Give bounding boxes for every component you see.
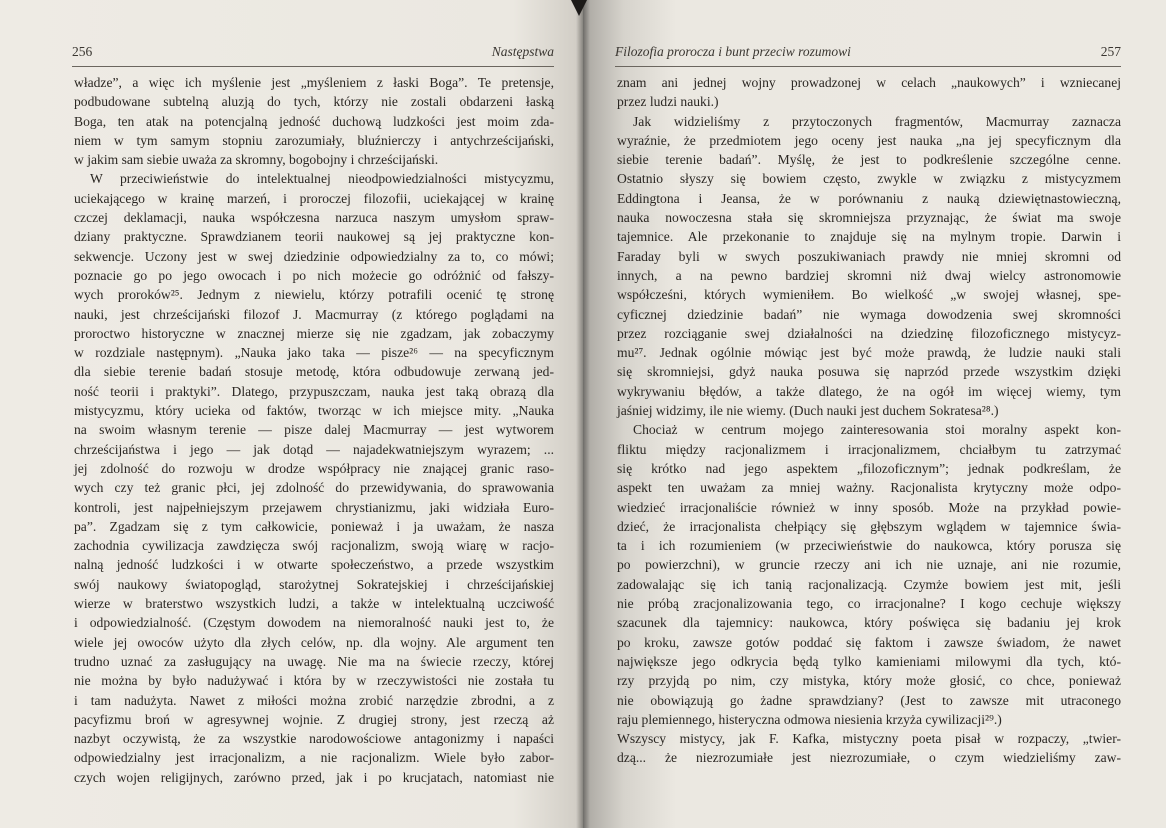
text-line: jaśniej widzimy, ile nie wiemy. (Duch nauki jest duchem Sokratesa²⁸.): [617, 403, 999, 419]
text-line: jej zdolność do rozwoju w drodze współpracy nie znającej granic raso-: [74, 460, 554, 476]
right-page-number: 257: [1100, 44, 1121, 59]
text-line: trudno uznać za zasługujący na uwagę. Nie ma na świecie rzeczy, której: [74, 653, 554, 669]
text-line: rzy przyjdą po nim, czy mistyka, który może głosić, co chce, ponieważ: [617, 673, 1121, 689]
text-line: i tam nadużyta. Nawet z miłości można zrobić narzędzie zbrodni, a z: [74, 692, 554, 708]
text-line: zadowalając się ich tanią racjonalizacją. Czymże bowiem jest mit, jeśli: [617, 576, 1121, 592]
text-line: nauka nowoczesna stała się skromniejsza przyznając, że świat ma swoje: [617, 210, 1121, 226]
text-line: raju plemiennego, histeryczna odmowa niesienia krzyża cywilizacji²⁹.): [617, 711, 1002, 727]
text-line: W przeciwieństwie do intelektualnej nieodpowiedzialności mistycyzmu,: [90, 171, 554, 187]
text-line: ność teorii i praktyki”. Dlatego, przypuszczam, nauka jest taką obrazą dla: [74, 383, 554, 399]
text-line: Chociaż w centrum mojego zainteresowania stoi moralny aspekt kon-: [633, 422, 1121, 438]
text-line: proroctwo historyczne w znacznej mierze się nie zgadzam, jak zobaczymy: [74, 325, 554, 341]
text-line: wierze w braterstwo wszystkich ludzi, a także w intelektualną uczciwość: [74, 596, 554, 612]
text-line: dla siebie terenie badań stosuje metodę, która odbudowuje zerwaną jed-: [74, 364, 554, 380]
text-line: ta i ich rozumieniem (w przeciwieństwie do naukowca, który porusza się: [617, 538, 1121, 554]
left-header-rule: [72, 66, 554, 67]
text-line: zachodnia cywilizacja zawdzięcza swój racjonalizm, swoją wiarę w racjo-: [74, 538, 554, 554]
text-line: aspekt ten uważam za mniej ważny. Racjonalista krytyczny może odpo-: [617, 480, 1121, 496]
text-line: i odpowiedzialność. (Częstym dowodem na niemoralność nauki jest to, że: [74, 615, 554, 631]
right-body-text: [617, 73, 1121, 768]
text-line: Eddingtona i Jeansa, że w porównaniu z nauką dziewiętnastowieczną,: [617, 190, 1121, 206]
text-line: nie można by było nadużywać i która by w rzeczywistości nie została tu: [74, 673, 554, 689]
text-line: nazbyt oczywistą, że za wszystkie narodowościowe antagonizmy i napaści: [74, 731, 554, 747]
text-line: poznacie go po jego owocach i po nich możecie go odróżnić od fałszy-: [74, 267, 554, 283]
text-line: swój naukowy światopogląd, starożytnej Sokratejskiej i chrześcijańskiej: [74, 576, 554, 592]
text-line: nalną jedność ludzkości i w otwarte społeczeństwo, a przede wszystkim: [74, 557, 554, 573]
text-line: mistycyzmu, który ucieka od faktów, tworząc w ich miejsce mity. „Nauka: [74, 403, 554, 419]
text-line: fliktu między racjonalizmem i irracjonalizmem, chciałbym tu zatrzymać: [617, 441, 1121, 457]
text-line: nie próbą zracjonalizowania tego, co irracjonalne? I kogo cechuje większy: [617, 596, 1121, 612]
text-line: Boga, ten atak na potencjalną jedność duchową ludzkości jest moim zda-: [74, 113, 554, 129]
text-line: pa”. Zgadzam się z tym całkowicie, ponieważ i ja uważam, że nasza: [74, 518, 554, 534]
right-running-head: Filozofia proroczа i bunt przeciw rozumowi: [615, 44, 851, 59]
text-line: niem w tym samym stopniu zarozumiały, bluźnierczy i antychrześcijański,: [74, 132, 554, 148]
text-line: czych wojen religijnych, zarówno przed, jak i po krucjatach, natomiast nie: [74, 769, 554, 785]
left-running-head: Następstwa: [491, 44, 554, 59]
text-line: uciekającego w krainę marzeń, i proroczej filozofii, uciekającej w krainę: [74, 190, 554, 206]
text-line: wiele jej owoców użyto dla złych celów, np. dla wojny. Ale argument ten: [74, 634, 554, 650]
text-line: cyficznej dziedzinie badań” nie wymaga dowodzenia swej skromności: [617, 306, 1121, 322]
text-line: na swoim własnym terenie — pisze dalej Macmurray — jest wytworem: [74, 422, 554, 438]
text-line: dzą... że niezrozumiałe jest niezrozumiałe, o czym wiedzieliśmy zaw-: [617, 750, 1121, 766]
text-line: wykrywaniu błędów, a także dlatego, że na ogół im więcej wiemy, tym: [617, 383, 1121, 399]
bookmark-ribbon: [571, 0, 587, 16]
text-line: znam ani jednej wojny prowadzonej w celach „naukowych” i wzniecanej: [617, 75, 1121, 90]
text-line: po kroku, zawsze gotów poddać się faktom i zawsze świadom, że nawet: [617, 634, 1121, 650]
text-line: Ostatnio słyszy się bowiem często, zwykle w związku z mistycyzmem: [617, 171, 1121, 187]
text-line: Jak widzieliśmy z przytoczonych fragmentów, Macmurray zaznacza: [633, 113, 1121, 129]
text-line: po powierzchni), w gruncie rzeczy ani ich nie uznaje, ani nie rozumie,: [617, 557, 1121, 573]
text-line: współcześni, których wymieniłem. Bo wielkość „w swojej własnej, spe-: [617, 287, 1121, 303]
text-line: w jakim sam siebie uważa za skromny, bogobojny i chrześcijański.: [74, 152, 439, 168]
right-header-rule: [615, 66, 1121, 67]
text-line: się skromniejsi, gdyż nauka posuwa się naprzód przede wszystkim dzięki: [617, 364, 1121, 380]
text-line: szacunek dla tajemnicy: naukowca, który poświęca się badaniu jej krok: [617, 615, 1121, 631]
book-gutter: [576, 0, 590, 828]
text-line: wiedzieć irracjonaliście również w inny sposób. Może na przykład powie-: [617, 499, 1121, 515]
text-line: wyraźnie, że przedmiotem jego oceny jest nauka „na jej specyficznym dla: [617, 132, 1121, 148]
right-page: [583, 0, 1166, 828]
text-line: się krótko nad jego aspektem „filozoficznym”; jednak podkreślam, że: [617, 460, 1121, 476]
text-line: dzieć, że irracjonalista chełpiący się głębszym wglądem w tajemnice świa-: [617, 518, 1121, 534]
text-line: nie obowiązują go żadne sprawdziany? (Jest to zawsze mit utraconego: [617, 692, 1121, 708]
text-line: największe jego odkrycia będą tylko kamieniami milowymi dla tych, któ-: [617, 653, 1121, 669]
text-line: innych, a na pewno bardziej skromni niż dwaj wielcy astronomowie: [617, 267, 1121, 283]
text-line: nauki, jest chrześcijański filozof J. Macmurray (z którego poglądami na: [74, 306, 554, 322]
text-line: pacyfizmu broń w agresywnej wojnie. Z drugiej strony, jest rzeczą aż: [74, 711, 554, 727]
text-line: władze”, a więc ich myślenie jest „myśleniem z łaski Boga”. Te pretensje,: [74, 75, 554, 90]
text-line: mu²⁷. Jednak ogólnie mówiąc jest być może prawdą, że ludzie nauki stali: [617, 345, 1121, 361]
text-line: w rozdziale następnym). „Nauka jako taka — pisze²⁶ — na specyficznym: [74, 345, 554, 361]
text-line: dziany praktyczne. Sprawdzianem teorii naukowej są jej praktyczne kon-: [74, 229, 554, 245]
left-body-text: [74, 73, 554, 787]
text-line: chrześcijaństwa i jego — jak dotąd — najadekwatniejszym wyrazem; ...: [74, 441, 554, 457]
text-line: czczej deklamacji, nauka współczesna narzuca naszym umysłom spraw-: [74, 210, 554, 226]
left-page-number: 256: [72, 44, 93, 59]
text-line: wych czy też granic płci, jej zdolność do przewidywania, do sprawowania: [74, 480, 554, 496]
text-line: Wszyscy mistycy, jak F. Kafka, mistyczny poeta pisał w rozpaczy, „twier-: [617, 731, 1121, 747]
text-line: wych proroków²⁵. Jednym z niewielu, którzy potrafili ocenić tę stronę: [74, 287, 554, 303]
text-line: tajemnice. Ale przekonanie to znajduje się na mylnym tropie. Darwin i: [617, 229, 1121, 245]
text-line: przez ludzi nauki.): [617, 94, 719, 110]
text-line: odpowiedzialny jest irracjonalizm, a nie racjonalizm. Wiele było zabor-: [74, 750, 554, 766]
text-line: Faraday byli w swych poszukiwaniach prawdy nie mniej skromni od: [617, 248, 1121, 264]
text-line: przez rozciąganie swej działalności na dziedzinę filozoficznego mistycyz-: [617, 325, 1121, 341]
text-line: siebie terenie badań”. Myślę, że jest to podkreślenie szczególne cenne.: [617, 152, 1121, 168]
text-line: sekwencje. Uczony jest w swej dziedzinie odpowiedzialny za to, co mówi;: [74, 248, 554, 264]
text-line: podbudowane subtelną aluzją do tych, którzy nie zostali obdarzeni łaską: [74, 94, 554, 110]
text-line: kontroli, jest najpełniejszym przejawem chrystianizmu, jaki widziała Euro-: [74, 499, 554, 515]
